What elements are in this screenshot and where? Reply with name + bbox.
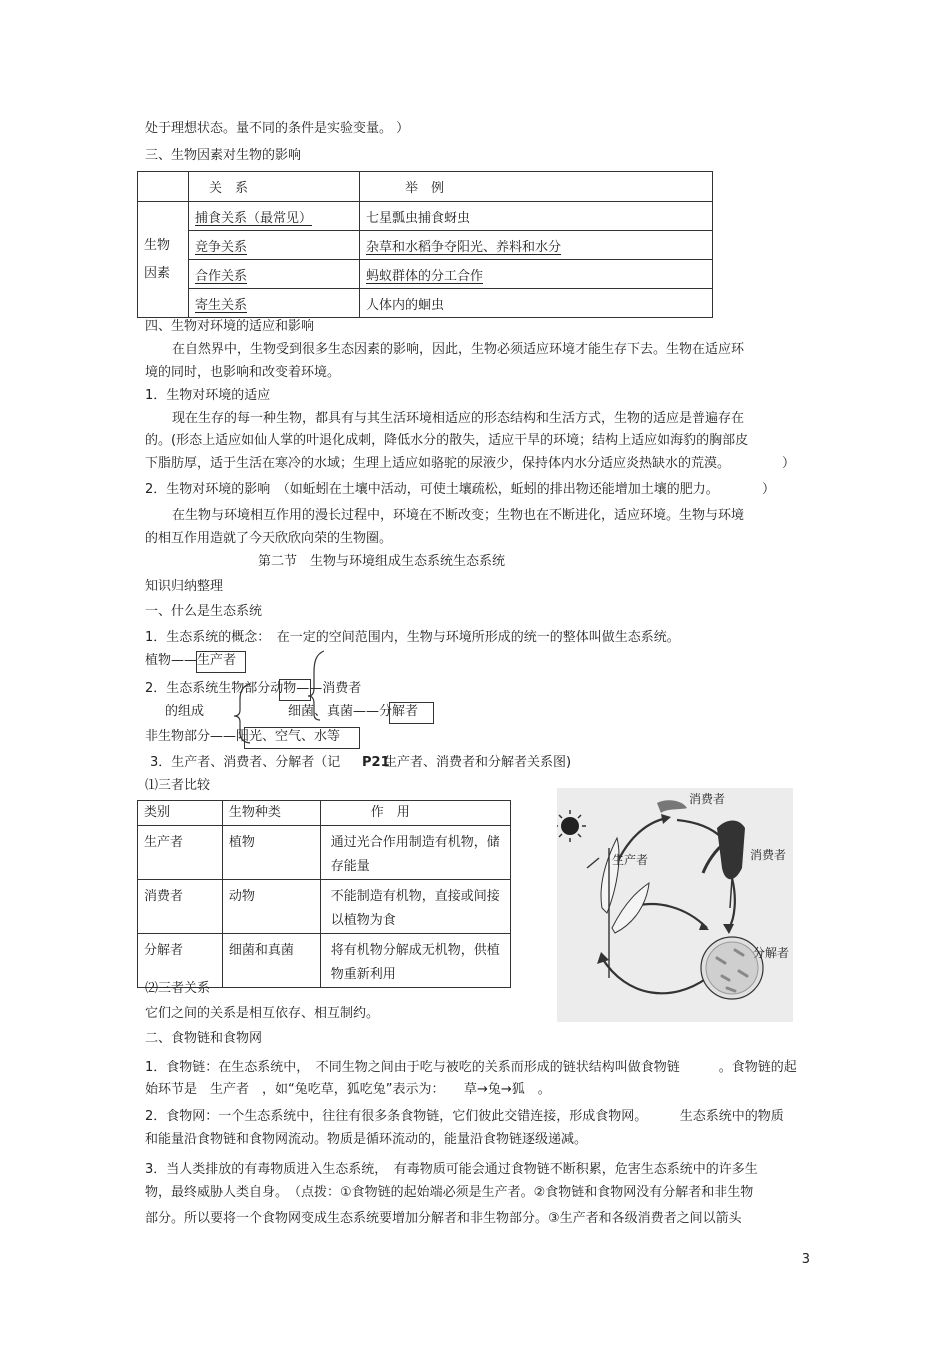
text-line: 处于理想状态。量不同的条件是实验变量。 ）	[145, 121, 410, 136]
text-line: 植物——生产者	[145, 653, 237, 668]
text-line: 下脂肪厚，适于生活在寒冷的水域；生理上适应如骆驼的尿液少，保持体内水分适应炎热缺水的荒漠。	[145, 456, 731, 471]
page-ref: P21	[362, 755, 390, 770]
text-line: 的。(形态上适应如仙人掌的叶退化成刺，降低水分的散失，适应干旱的环境；结构上适应如海豹的胸部皮	[145, 433, 749, 448]
table-cell: 植物	[222, 826, 320, 880]
text-line: 现在生存的每一种生物，都具有与其生活环境相适应的形态结构和生活方式，生物的适应是普遍存在	[172, 411, 745, 426]
table-cell: 消费者	[138, 880, 223, 934]
table-cell: 竞争关系	[189, 231, 360, 260]
text-line: 在自然界中，生物受到很多生态因素的影响，因此，生物必须适应环境才能生存下去。生物在适应环	[172, 342, 745, 357]
table-header-cell: 生物种类	[222, 801, 320, 826]
section-title: 第二节 生物与环境组成生态系统生态系统	[258, 554, 506, 569]
table-cell: 蚂蚁群体的分工合作	[360, 260, 713, 289]
comparison-table	[137, 800, 511, 988]
text-line: 物，最终威胁人类自身。 （点拨：①食物链的起始端必须是生产者。②食物链和食物网没有分解者和非生物	[145, 1185, 754, 1200]
table-header-cell: 类别	[138, 801, 223, 826]
figure-label: 消费者	[750, 848, 787, 862]
table-cell: 不能制造有机物，直接或间接以植物为食	[320, 880, 510, 934]
text-line: 境的同时，也影响和改变着环境。	[145, 365, 341, 380]
subheading: 1．生物对环境的适应	[145, 388, 271, 403]
table-cell: 杂草和水稻争夺阳光、养料和水分	[360, 231, 713, 260]
text-line: 3．当人类排放的有毒物质进入生态系统， 有毒物质可能会通过食物链不断积累，危害生态系统中的许多生	[145, 1162, 758, 1177]
text-line: ）	[782, 456, 796, 471]
table-header-cell: 作 用	[320, 801, 510, 826]
table-cell: 分解者	[138, 934, 223, 988]
figure-label: 生产者	[612, 853, 649, 867]
text-line: 2．食物网：一个生态系统中，往往有很多条食物链，它们彼此交错连接，形成食物网。 生态系统中的物质	[145, 1109, 784, 1124]
text-line: 3．生产者、消费者、分解者（记	[150, 755, 341, 770]
figure-label: 消费者	[689, 792, 726, 806]
text-line: 的相互作用造就了今天欣欣向荣的生物圈。	[145, 531, 393, 546]
table-cell: 捕食关系（最常见）	[189, 202, 360, 231]
text-line: 细菌、真菌——分解者	[288, 704, 419, 719]
table-cell: 通过光合作用制造有机物，储存能量	[320, 826, 510, 880]
text-line: 1．生态系统的概念： 在一定的空间范围内，生物与环境所形成的统一的整体叫做生态系统。	[145, 630, 680, 645]
text-line: ）	[762, 482, 776, 497]
subheading: ⑴三者比较	[145, 778, 211, 793]
text-line: 和能量沿食物链和食物网流动。物质是循环流动的，能量沿食物链逐级递减。	[145, 1132, 588, 1147]
answer-box	[389, 702, 434, 724]
figure-label: 分解者	[753, 946, 790, 960]
text-line: 非生物部分——阳光、空气、水等	[145, 729, 341, 744]
table-cell: 人体内的蛔虫	[360, 289, 713, 318]
section-heading: 三、生物因素对生物的影响	[145, 148, 302, 163]
ecosystem-figure	[557, 788, 793, 1022]
text-line: 部分。所以要将一个食物网变成生态系统要增加分解者和非生物部分。③生产者和各级消费者之间以箭头	[145, 1211, 742, 1226]
page-number: 3	[801, 1252, 810, 1267]
text-line: 始环节是 生产者 ，如“兔吃草，狐吃兔”表示为： 草→兔→狐 。	[145, 1082, 551, 1097]
text-line: 2．生态系统生物部分动物——消费者	[145, 681, 362, 696]
table-cell: 动物	[222, 880, 320, 934]
subheading: 2．生物对环境的影响 （如蚯蚓在土壤中活动，可使土壤疏松，蚯蚓的排出物还能增加土壤的肥力。	[145, 482, 719, 497]
section-heading: 四、生物对环境的适应和影响	[145, 319, 315, 334]
text-line: 它们之间的关系是相互依存、相互制约。	[145, 1006, 380, 1021]
text-line: 的组成	[165, 704, 205, 719]
cycle-diagram-icon	[557, 788, 793, 1022]
table-cell: 将有机物分解成无机物，供植物重新利用	[320, 934, 510, 988]
table-cell: 七星瓢虫捕食蚜虫	[360, 202, 713, 231]
biological-factors-table	[137, 171, 713, 318]
text-line: 1．食物链：在生态系统中， 不同生物之间由于吃与被吃的关系而形成的链状结构叫做食物链 。食物链的起	[145, 1060, 797, 1075]
table-header-cell: 举 例	[360, 172, 713, 202]
table-cell: 细菌和真菌	[222, 934, 320, 988]
table-cell: 寄生关系	[189, 289, 360, 318]
table-cell: 生产者	[138, 826, 223, 880]
group-cell: 生物 因素	[138, 202, 189, 318]
table-cell: 合作关系	[189, 260, 360, 289]
subheading: ⑵三者关系	[145, 981, 211, 996]
section-heading: 二、食物链和食物网	[145, 1031, 263, 1046]
text-line: 在生物与环境相互作用的漫长过程中，环境在不断改变；生物也在不断进化，适应环境。生物与环境	[172, 508, 745, 523]
text-line: 生产者、消费者和分解者关系图)	[384, 755, 572, 770]
text-line: 知识归纳整理	[145, 579, 224, 594]
brace-icon	[228, 648, 348, 744]
table-header-cell: 关 系	[189, 172, 360, 202]
section-heading: 一、什么是生态系统	[145, 604, 263, 619]
